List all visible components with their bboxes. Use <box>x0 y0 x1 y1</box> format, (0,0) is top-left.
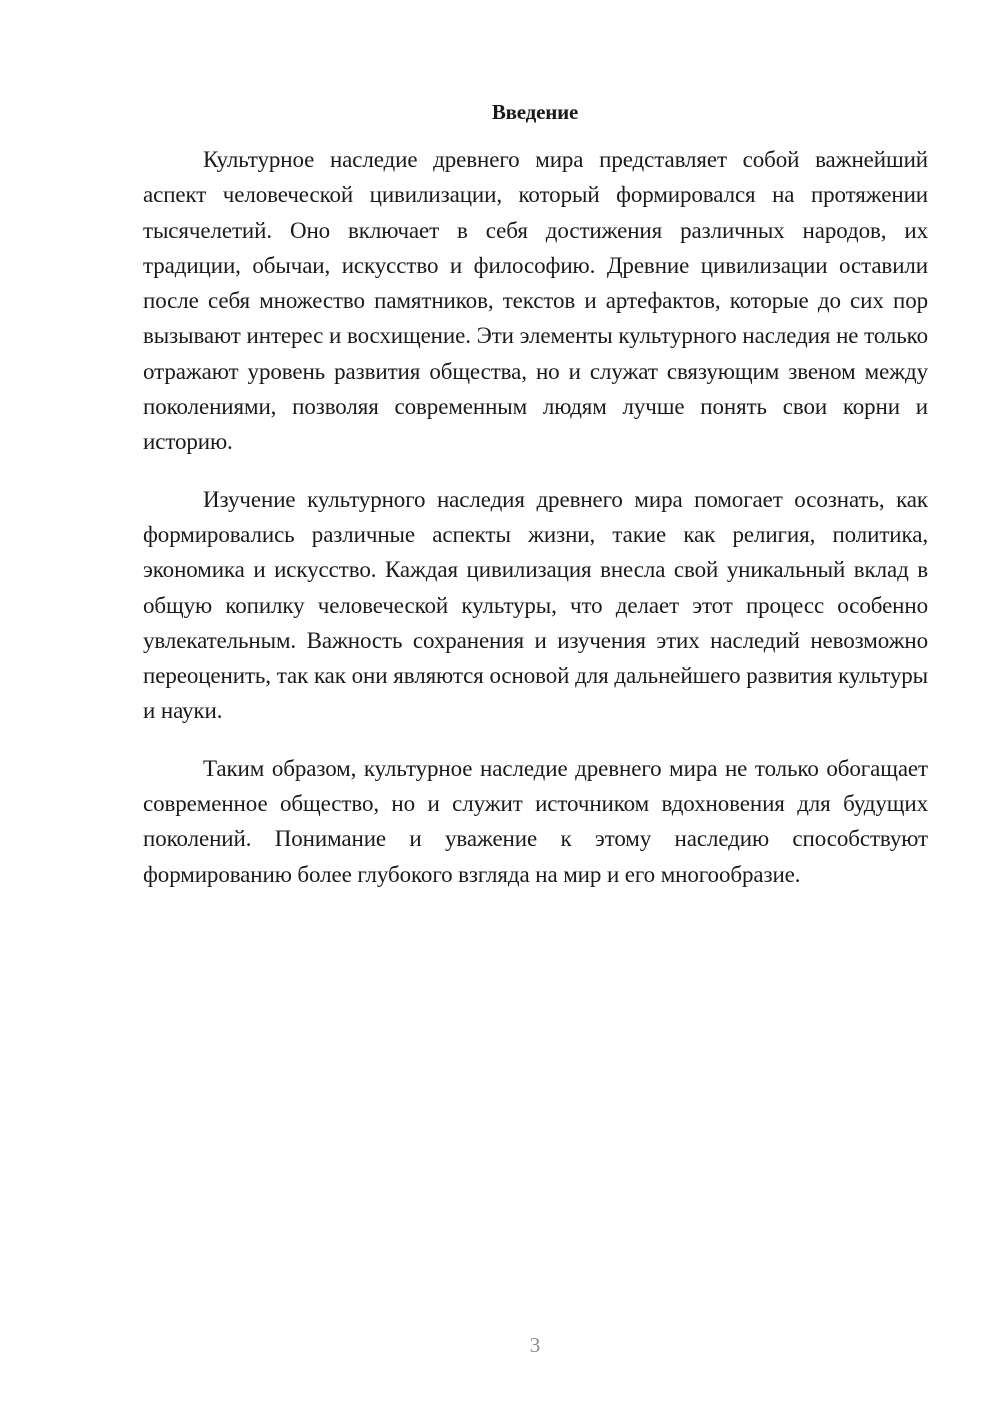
paragraph-2: Изучение культурного наследия древнего мира помогает осознать, как формировались различные аспекты жизни, такие как религия, политика, экономика и искусство. Каждая цивилизация внесла свой уникальный вклад в общую копилку человеческой культуры, что делает этот процесс особенно увлекательным. Важность сохранения и изучения этих наследий невозможно переоценить, так как они являются основой для дальнейшего развития культуры и науки. <box>143 486 928 724</box>
paragraph-1: Культурное наследие древнего мира представляет собой важнейший аспект человеческой цивилизации, который формировался на протяжении тысячелетий. Оно включает в себя достижения различных народов, их традиции, обычаи, искусство и философию. Древние цивилизации оставили после себя множество памятников, текстов и артефактов, которые до сих пор вызывают интерес и восхищение. Эти элементы культурного наследия не только отражают уровень развития общества, но и служат связующим звеном между поколениями, позволяя современным людям лучше понять свои корни и историю. <box>143 147 928 455</box>
page-title: Введение <box>491 100 579 124</box>
paragraph-3: Таким образом, культурное наследие древнего мира не только обогащает современное общество, но и служит источником вдохновения для будущих поколений. Понимание и уважение к этому наследию способствуют формированию более глубокого взгляда на мир и его многообразие. <box>143 755 928 887</box>
body-text <box>143 142 928 914</box>
page-number: 3 <box>529 1333 541 1357</box>
